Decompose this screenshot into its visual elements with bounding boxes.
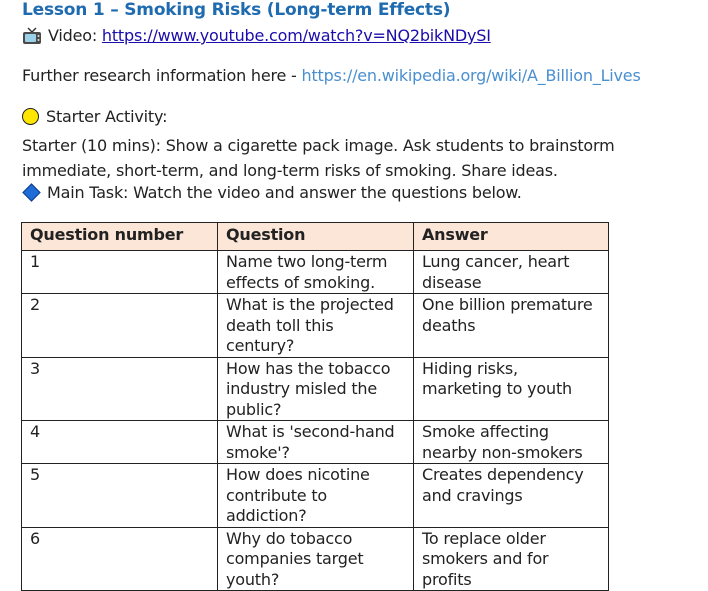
table-row: [22, 357, 609, 421]
table-row: [22, 464, 609, 528]
row-question: Why do tobacco companies target youth?: [218, 527, 414, 591]
row-answer: One billion premature deaths: [414, 294, 609, 358]
video-link[interactable]: https://www.youtube.com/watch?v=NQ2bikNDySI: [101, 26, 491, 45]
row-number: 3: [22, 357, 218, 421]
tv-icon: [22, 27, 42, 45]
blue-diamond-icon: [22, 183, 40, 201]
main-task-line: [22, 183, 522, 202]
row-answer: Smoke affecting nearby non-smokers: [414, 421, 609, 464]
row-question: Name two long-term effects of smoking.: [218, 251, 414, 294]
video-label: Video:: [48, 26, 98, 45]
row-number: 1: [22, 251, 218, 294]
table-row: [22, 294, 609, 358]
starter-line: [22, 107, 167, 126]
lesson-title: Lesson 1 – Smoking Risks (Long-term Effects): [22, 0, 451, 20]
table-row: [22, 251, 609, 294]
yellow-circle-icon: [22, 108, 39, 125]
header-question: Question: [218, 223, 414, 251]
row-question: How does nicotine contribute to addiction?: [218, 464, 414, 528]
header-question-number: Question number: [22, 223, 218, 251]
table-header-row: [22, 223, 609, 251]
video-line: [22, 26, 491, 45]
question-table: [21, 222, 609, 591]
row-number: 4: [22, 421, 218, 464]
table-row: [22, 421, 609, 464]
header-answer: Answer: [414, 223, 609, 251]
row-number: 5: [22, 464, 218, 528]
main-task-text: Main Task: Watch the video and answer the questions below.: [47, 183, 522, 202]
row-number: 2: [22, 294, 218, 358]
starter-description: Starter (10 mins): Show a cigarette pack image. Ask students to brainstorm immediate, short-term, and long-term risks of smoking. Share ideas.: [22, 136, 615, 180]
row-answer: Lung cancer, heart disease: [414, 251, 609, 294]
research-link[interactable]: https://en.wikipedia.org/wiki/A_Billion_Lives: [301, 66, 641, 85]
row-answer: Hiding risks, marketing to youth: [414, 357, 609, 421]
research-line: [22, 66, 641, 85]
starter-label: Starter Activity:: [46, 107, 168, 126]
row-number: 6: [22, 527, 218, 591]
research-label: Further research information here -: [22, 66, 297, 85]
row-question: What is 'second-hand smoke'?: [218, 421, 414, 464]
row-answer: Creates dependency and cravings: [414, 464, 609, 528]
row-question: What is the projected death toll this century?: [218, 294, 414, 358]
row-answer: To replace older smokers and for profits: [414, 527, 609, 591]
table-row: [22, 527, 609, 591]
row-question: How has the tobacco industry misled the public?: [218, 357, 414, 421]
